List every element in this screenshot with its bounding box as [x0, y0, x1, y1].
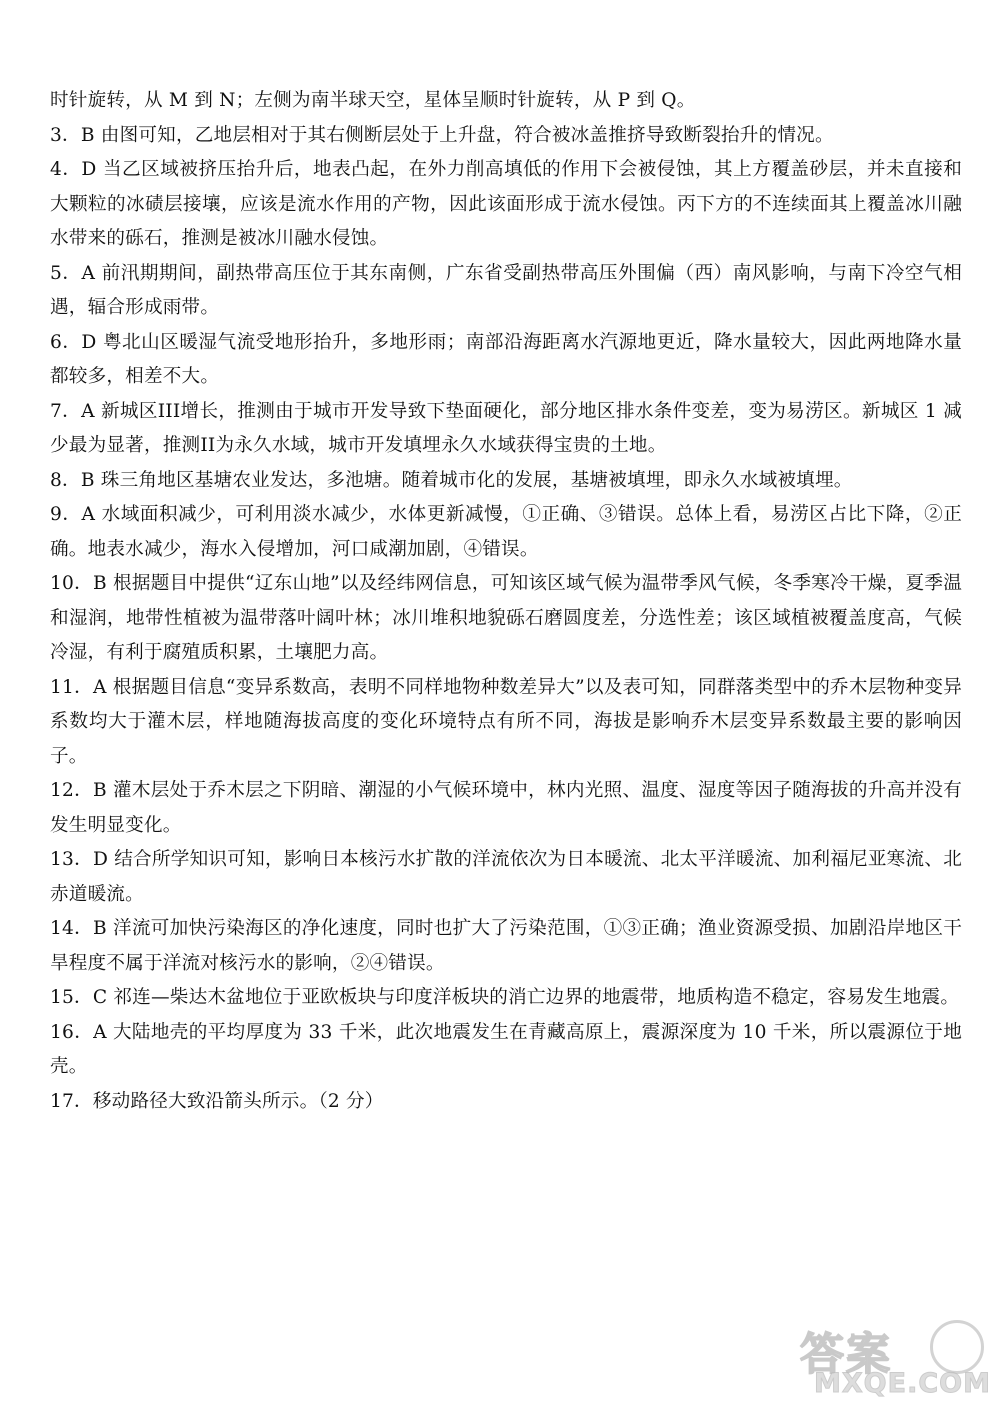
answer-paragraph-cont: 时针旋转，从 M 到 N；左侧为南半球天空，星体呈顺时针旋转，从 P 到 Q。 [50, 90, 696, 111]
answer-paragraph-13: 13．D 结合所学知识可知，影响日本核污水扩散的洋流依次为日本暖流、北太平洋暖流、加利福尼亚寒流、北赤道暖流。 [50, 849, 962, 905]
answer-paragraph-12: 12．B 灌木层处于乔木层之下阴暗、潮湿的小气候环境中，林内光照、温度、湿度等因子随海拔的升高并没有发生明显变化。 [50, 780, 962, 836]
answer-paragraph-14: 14．B 洋流可加快污染海区的净化速度，同时也扩大了污染范围，①③正确；渔业资源受损、加剧沿岸地区干旱程度不属于洋流对核污水的影响，②④错误。 [50, 918, 962, 974]
answer-paragraph-11: 11．A 根据题目信息“变异系数高，表明不同样地物种数差异大”以及表可知，同群落类型中的乔木层物种变异系数均大于灌木层，样地随海拔高度的变化环境特点有所不同，海拔是影响乔木层变异系数最主要的影响因子。 [50, 676, 962, 767]
site-watermark [800, 1318, 991, 1399]
answer-paragraph-3: 3．B 由图可知，乙地层相对于其右侧断层处于上升盘，符合被冰盖推挤导致断裂抬升的情况。 [50, 124, 834, 146]
watermark-main-text: 答案 [800, 1329, 892, 1380]
answer-paragraph-5: 5．A 前汛期期间，副热带高压位于其东南侧，广东省受副热带高压外围偏（西）南风影响，与南下冷空气相遇，辐合形成雨带。 [50, 262, 962, 318]
answer-paragraph-10: 10．B 根据题目中提供“辽东山地”以及经纬网信息，可知该区域气候为温带季风气候，冬季寒冷干燥，夏季温和湿润，地带性植被为温带落叶阔叶林；冰川堆积地貌砾石磨圆度差，分选性差；该区域植被覆盖度高，气候冷湿，有利于腐殖质积累，土壤肥力高。 [50, 573, 962, 663]
answer-paragraph-9: 9．A 水域面积减少，可利用淡水减少，水体更新减慢，①正确、③错误。总体上看，易涝区占比下降，②正确。地表水减少，海水入侵增加，河口咸潮加剧，④错误。 [50, 504, 962, 560]
watermark-url-text: MXQE.COM [814, 1368, 991, 1399]
answer-paragraph-8: 8．B 珠三角地区基塘农业发达，多池塘。随着城市化的发展，基塘被填埋，即永久水域被填埋。 [50, 469, 853, 491]
answer-paragraph-4: 4．D 当乙区域被挤压抬升后，地表凸起，在外力削高填低的作用下会被侵蚀，其上方覆盖砂层，并未直接和大颗粒的冰碛层接壤，应该是流水作用的产物，因此该面形成于流水侵蚀。丙下方的不连续面其上覆盖冰川融水带来的砾石，推测是被冰川融水侵蚀。 [50, 159, 962, 249]
answer-paragraph-16: 16．A 大陆地壳的平均厚度为 33 千米，此次地震发生在青藏高原上，震源深度为 10 千米，所以震源位于地壳。 [50, 1021, 962, 1077]
answer-paragraph-7: 7．A 新城区III增长，推测由于城市开发导致下垫面硬化，部分地区排水条件变差，变为易涝区。新城区 1 减少最为显著，推测II为永久水域，城市开发填埋永久水域获得宝贵的土地。 [50, 400, 962, 456]
answer-paragraph-6: 6．D 粤北山区暖湿气流受地形抬升，多地形雨；南部沿海距离水汽源地更近，降水量较大，因此两地降水量都较多，相差不大。 [50, 331, 962, 387]
answer-document [50, 84, 962, 1119]
watermark-circle-icon [930, 1320, 984, 1374]
answer-paragraph-17: 17．移动路径大致沿箭头所示。（2 分） [50, 1090, 384, 1112]
answer-paragraph-15: 15．C 祁连—柴达木盆地位于亚欧板块与印度洋板块的消亡边界的地震带，地质构造不稳定，容易发生地震。 [50, 987, 960, 1008]
